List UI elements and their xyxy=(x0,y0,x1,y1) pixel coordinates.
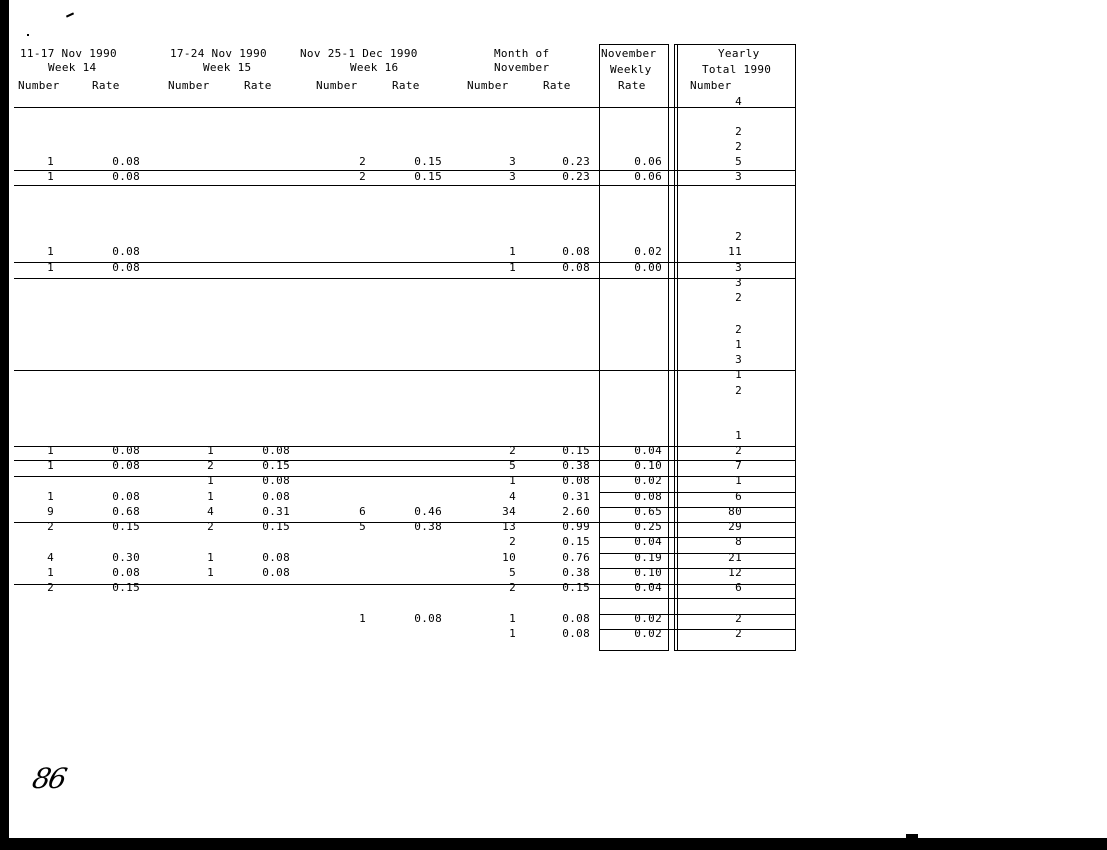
cell-w15n: 1 xyxy=(207,444,214,457)
cell-wr: 0.10 xyxy=(634,459,662,472)
yearly-box-right xyxy=(795,44,796,651)
cell-mr: 0.31 xyxy=(562,490,590,503)
cell-w15n: 1 xyxy=(207,551,214,564)
col6-header-yearly: Yearly xyxy=(718,47,760,60)
cell-wr: 0.00 xyxy=(634,261,662,274)
col3-rate-label: Rate xyxy=(392,79,420,92)
cell-w15r: 0.31 xyxy=(262,505,290,518)
cell-yt: 2 xyxy=(735,323,742,336)
cell-w15r: 0.08 xyxy=(262,490,290,503)
cell-w14r: 0.68 xyxy=(112,505,140,518)
cell-mn: 1 xyxy=(509,627,516,640)
cell-w15r: 0.08 xyxy=(262,551,290,564)
cell-w15r: 0.15 xyxy=(262,520,290,533)
scan-speck xyxy=(27,34,29,36)
cell-yt: 4 xyxy=(735,95,742,108)
col4-number-label: Number xyxy=(467,79,509,92)
cell-mn: 2 xyxy=(509,581,516,594)
cell-yt: 2 xyxy=(735,140,742,153)
cell-wr: 0.04 xyxy=(634,535,662,548)
col4-header-month: Month of xyxy=(494,47,550,60)
cell-w14r: 0.08 xyxy=(112,155,140,168)
cell-w14n: 1 xyxy=(47,459,54,472)
col3-header-dates: Nov 25-1 Dec 1990 xyxy=(300,47,418,60)
cell-wr: 0.04 xyxy=(634,444,662,457)
cell-mn: 1 xyxy=(509,612,516,625)
cell-yt: 2 xyxy=(735,627,742,640)
yearly-box-left xyxy=(674,44,675,651)
cell-w14n: 1 xyxy=(47,444,54,457)
col4-header-november: November xyxy=(494,61,550,74)
scan-bottom-border xyxy=(0,838,1107,850)
cell-mn: 34 xyxy=(502,505,516,518)
cell-yt: 6 xyxy=(735,581,742,594)
cell-w16n: 2 xyxy=(359,155,366,168)
cell-w14n: 2 xyxy=(47,581,54,594)
cell-yt: 3 xyxy=(735,353,742,366)
cell-yt: 3 xyxy=(735,170,742,183)
weekly-rate-box-right xyxy=(668,44,669,651)
col2-rate-label: Rate xyxy=(244,79,272,92)
col5-header-rate: Rate xyxy=(618,79,646,92)
cell-w14n: 2 xyxy=(47,520,54,533)
yearly-box-left-inner xyxy=(677,44,678,651)
cell-w14r: 0.15 xyxy=(112,581,140,594)
row-rule-right xyxy=(599,598,796,599)
weekly-rate-box-top xyxy=(599,44,669,45)
cell-w14n: 4 xyxy=(47,551,54,564)
col2-header-week: Week 15 xyxy=(203,61,252,74)
cell-w14n: 1 xyxy=(47,261,54,274)
cell-wr: 0.02 xyxy=(634,612,662,625)
scan-speck xyxy=(66,12,74,17)
col4-rate-label: Rate xyxy=(543,79,571,92)
cell-mn: 5 xyxy=(509,459,516,472)
cell-wr: 0.04 xyxy=(634,581,662,594)
cell-mr: 0.15 xyxy=(562,581,590,594)
cell-w16r: 0.15 xyxy=(414,170,442,183)
cell-w15r: 0.08 xyxy=(262,474,290,487)
yearly-box-top xyxy=(674,44,796,45)
cell-mr: 0.15 xyxy=(562,444,590,457)
cell-yt: 3 xyxy=(735,276,742,289)
cell-w15r: 0.08 xyxy=(262,566,290,579)
cell-yt: 2 xyxy=(735,612,742,625)
cell-wr: 0.10 xyxy=(634,566,662,579)
cell-wr: 0.02 xyxy=(634,474,662,487)
col1-number-label: Number xyxy=(18,79,60,92)
handwritten-mark: 86 xyxy=(29,762,69,795)
cell-w15n: 2 xyxy=(207,459,214,472)
cell-w14r: 0.30 xyxy=(112,551,140,564)
cell-mn: 13 xyxy=(502,520,516,533)
cell-mr: 0.38 xyxy=(562,566,590,579)
cell-wr: 0.08 xyxy=(634,490,662,503)
weekly-rate-box-bottom xyxy=(599,650,669,651)
col5-header-weekly: Weekly xyxy=(610,63,652,76)
col1-rate-label: Rate xyxy=(92,79,120,92)
scan-bottom-mark xyxy=(906,834,918,840)
cell-yt: 80 xyxy=(728,505,742,518)
cell-w14r: 0.08 xyxy=(112,170,140,183)
cell-w15n: 1 xyxy=(207,490,214,503)
col2-number-label: Number xyxy=(168,79,210,92)
cell-mr: 0.23 xyxy=(562,170,590,183)
cell-mn: 3 xyxy=(509,155,516,168)
cell-w15n: 1 xyxy=(207,474,214,487)
cell-yt: 2 xyxy=(735,291,742,304)
cell-w14r: 0.15 xyxy=(112,520,140,533)
cell-yt: 12 xyxy=(728,566,742,579)
cell-w16r: 0.46 xyxy=(414,505,442,518)
cell-mn: 5 xyxy=(509,566,516,579)
cell-wr: 0.02 xyxy=(634,627,662,640)
cell-wr: 0.19 xyxy=(634,551,662,564)
col3-number-label: Number xyxy=(316,79,358,92)
cell-w16n: 2 xyxy=(359,170,366,183)
cell-mr: 0.08 xyxy=(562,474,590,487)
cell-mn: 1 xyxy=(509,474,516,487)
cell-yt: 2 xyxy=(735,384,742,397)
cell-yt: 11 xyxy=(728,245,742,258)
cell-yt: 2 xyxy=(735,125,742,138)
cell-yt: 6 xyxy=(735,490,742,503)
cell-w16n: 6 xyxy=(359,505,366,518)
cell-wr: 0.25 xyxy=(634,520,662,533)
cell-yt: 1 xyxy=(735,429,742,442)
cell-mn: 2 xyxy=(509,444,516,457)
row-rule xyxy=(14,476,796,477)
cell-yt: 21 xyxy=(728,551,742,564)
cell-mr: 0.08 xyxy=(562,612,590,625)
cell-yt: 7 xyxy=(735,459,742,472)
cell-yt: 8 xyxy=(735,535,742,548)
cell-w14r: 0.08 xyxy=(112,261,140,274)
cell-w14n: 1 xyxy=(47,170,54,183)
cell-w16n: 1 xyxy=(359,612,366,625)
cell-mn: 1 xyxy=(509,245,516,258)
cell-mr: 0.08 xyxy=(562,261,590,274)
cell-w15n: 1 xyxy=(207,566,214,579)
cell-w16r: 0.38 xyxy=(414,520,442,533)
cell-mn: 10 xyxy=(502,551,516,564)
row-rule xyxy=(14,107,796,108)
cell-w16r: 0.15 xyxy=(414,155,442,168)
cell-w14r: 0.08 xyxy=(112,490,140,503)
cell-w15r: 0.08 xyxy=(262,444,290,457)
cell-wr: 0.06 xyxy=(634,155,662,168)
cell-w14n: 1 xyxy=(47,566,54,579)
cell-yt: 3 xyxy=(735,261,742,274)
cell-yt: 29 xyxy=(728,520,742,533)
cell-w14r: 0.08 xyxy=(112,245,140,258)
row-rule xyxy=(14,370,796,371)
cell-w15r: 0.15 xyxy=(262,459,290,472)
cell-mn: 1 xyxy=(509,261,516,274)
cell-mr: 0.76 xyxy=(562,551,590,564)
row-rule xyxy=(14,185,796,186)
scan-left-border xyxy=(0,0,9,850)
col6-header-total: Total 1990 xyxy=(702,63,772,76)
weekly-rate-box-left xyxy=(599,44,600,651)
cell-w14r: 0.08 xyxy=(112,459,140,472)
cell-yt: 1 xyxy=(735,338,742,351)
cell-w14n: 1 xyxy=(47,490,54,503)
cell-mr: 0.08 xyxy=(562,627,590,640)
col2-header-dates: 17-24 Nov 1990 xyxy=(170,47,267,60)
cell-yt: 1 xyxy=(735,368,742,381)
cell-mn: 2 xyxy=(509,535,516,548)
cell-yt: 2 xyxy=(735,444,742,457)
cell-yt: 1 xyxy=(735,474,742,487)
cell-wr: 0.65 xyxy=(634,505,662,518)
cell-w16r: 0.08 xyxy=(414,612,442,625)
cell-mr: 2.60 xyxy=(562,505,590,518)
cell-mr: 0.23 xyxy=(562,155,590,168)
cell-w14r: 0.08 xyxy=(112,444,140,457)
yearly-box-bottom xyxy=(674,650,796,651)
cell-mn: 4 xyxy=(509,490,516,503)
cell-mr: 0.08 xyxy=(562,245,590,258)
col3-header-week: Week 16 xyxy=(350,61,399,74)
cell-w14r: 0.08 xyxy=(112,566,140,579)
cell-yt: 2 xyxy=(735,230,742,243)
col1-header-dates: 11-17 Nov 1990 xyxy=(20,47,117,60)
col5-header-november: November xyxy=(601,47,657,60)
cell-w15n: 4 xyxy=(207,505,214,518)
row-rule xyxy=(14,278,796,279)
cell-mr: 0.15 xyxy=(562,535,590,548)
cell-w15n: 2 xyxy=(207,520,214,533)
cell-w16n: 5 xyxy=(359,520,366,533)
cell-mn: 3 xyxy=(509,170,516,183)
col1-header-week: Week 14 xyxy=(48,61,97,74)
cell-mr: 0.99 xyxy=(562,520,590,533)
cell-wr: 0.06 xyxy=(634,170,662,183)
cell-w14n: 1 xyxy=(47,245,54,258)
cell-wr: 0.02 xyxy=(634,245,662,258)
col6-header-number: Number xyxy=(690,79,732,92)
cell-yt: 5 xyxy=(735,155,742,168)
cell-mr: 0.38 xyxy=(562,459,590,472)
cell-w14n: 1 xyxy=(47,155,54,168)
cell-w14n: 9 xyxy=(47,505,54,518)
